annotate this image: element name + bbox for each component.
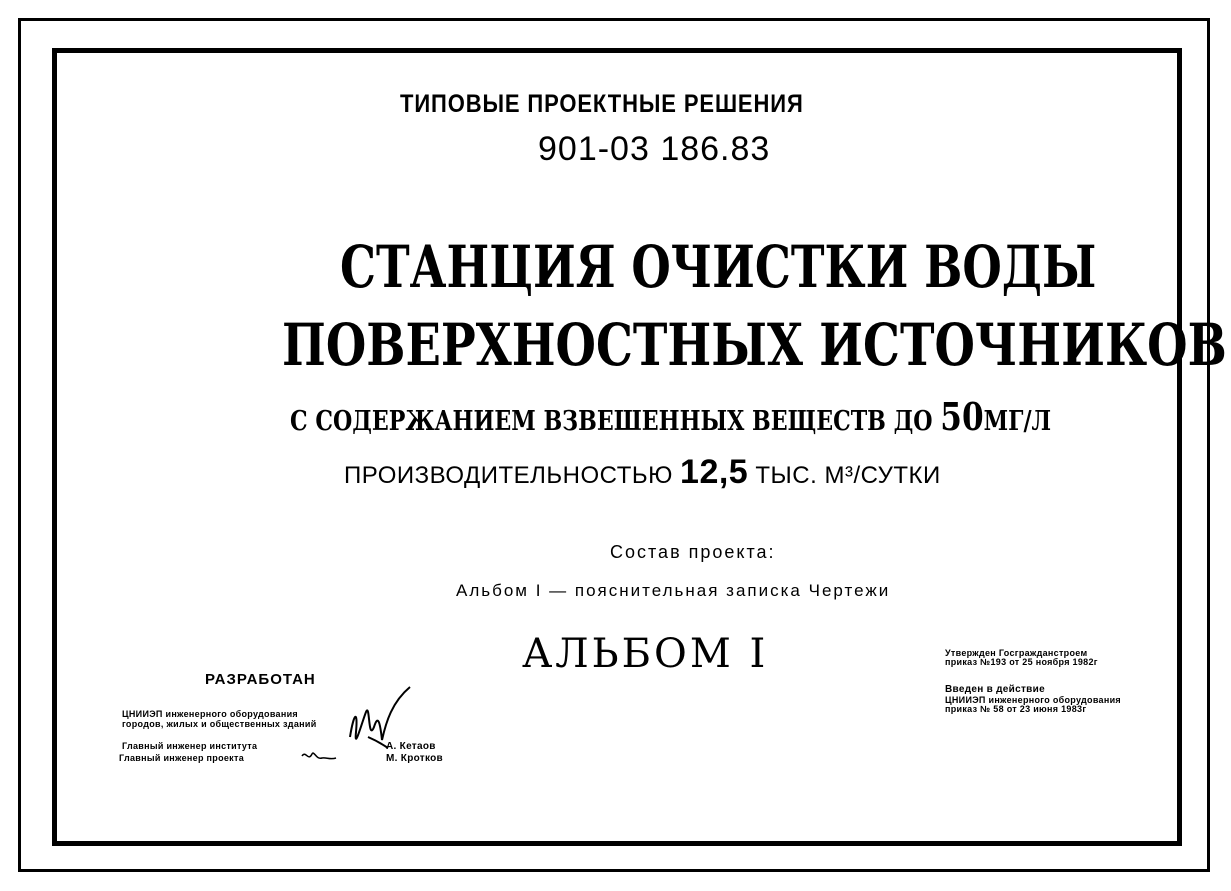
title-line-1: СТАНЦИЯ ОЧИСТКИ ВОДЫ (340, 233, 1097, 301)
signature-2-image (300, 748, 340, 768)
chief-project-label: Главный инженер проекта (119, 753, 244, 763)
composition-heading: Состав проекта: (610, 542, 776, 562)
developer-heading: РАЗРАБОТАН (205, 671, 316, 688)
signer-name-1: А. Кетаов (386, 741, 436, 752)
signer-name-2: М. Кротков (386, 753, 443, 764)
subtitle-2-unit: ТЫС. М³/СУТКИ (748, 462, 941, 489)
introduction-line-3: приказ № 58 от 23 июня 1983г (945, 704, 1087, 714)
developer-org-line-2: городов, жилых и общественных зданий (122, 719, 317, 729)
series-heading: ТИПОВЫЕ ПРОЕКТНЫЕ РЕШЕНИЯ (400, 90, 804, 118)
subtitle-1-prefix: С СОДЕРЖАНИЕМ ВЗВЕШЕННЫХ ВЕЩЕСТВ ДО (290, 406, 941, 437)
approval-line-2: приказ №193 от 25 ноября 1982г (945, 657, 1098, 667)
composition-item: Альбом I — пояснительная записка Чертежи (456, 581, 891, 600)
subtitle-2-prefix: ПРОИЗВОДИТЕЛЬНОСТЬЮ (344, 462, 681, 489)
approval-line-1: Утвержден Госгражданстроем (945, 648, 1088, 658)
signature-1-image (340, 682, 415, 762)
subtitle-line-1 (290, 394, 1052, 439)
subtitle-line-2 (344, 455, 941, 489)
subtitle-2-value: 12,5 (680, 453, 749, 491)
subtitle-1-value: 50 (940, 394, 984, 439)
chief-engineer-label: Главный инженер института (122, 741, 258, 751)
project-number: 901-03 186.83 (538, 130, 771, 168)
album-label: АЛЬБОМ I (522, 631, 769, 677)
introduction-line-1: Введен в действие (945, 684, 1045, 695)
developer-org-line-1: ЦНИИЭП инженерного оборудования (122, 709, 298, 719)
title-line-2: ПОВЕРХНОСТНЫХ ИСТОЧНИКОВ (282, 311, 1227, 379)
introduction-line-2: ЦНИИЭП инженерного оборудования (945, 695, 1121, 705)
subtitle-1-unit: МГ/Л (983, 406, 1052, 437)
